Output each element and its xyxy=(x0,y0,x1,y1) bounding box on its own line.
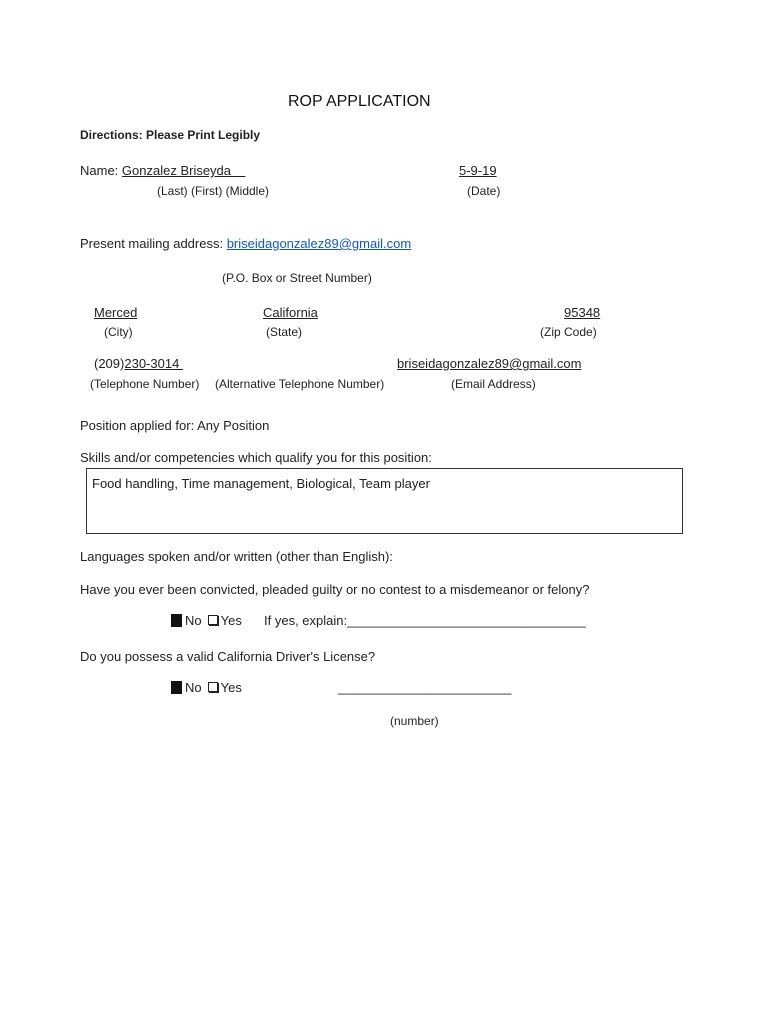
address-caption: (P.O. Box or Street Number) xyxy=(222,271,372,285)
license-question: Do you possess a valid California Driver's License? xyxy=(80,649,376,664)
license-number-caption: (number) xyxy=(390,714,439,728)
conviction-options xyxy=(171,613,242,628)
name-caption: (Last) (First) (Middle) xyxy=(157,184,270,198)
skills-label: Skills and/or competencies which qualify you for this position: xyxy=(80,450,432,465)
date-caption: (Date) xyxy=(467,184,501,198)
date-value[interactable]: 5-9-19 xyxy=(459,163,497,178)
checkbox-yes-unchecked[interactable] xyxy=(208,615,218,625)
address-label: Present mailing address: xyxy=(80,236,227,251)
conviction-question: Have you ever been convicted, pleaded guilty or no contest to a misdemeanor or felony? xyxy=(80,582,590,597)
license-options xyxy=(171,680,242,695)
state-value[interactable]: California xyxy=(263,305,318,320)
phone-value[interactable] xyxy=(94,356,183,371)
email-value[interactable]: briseidagonzalez89@gmail.com xyxy=(397,356,582,371)
phone-prefix: (209) xyxy=(94,356,125,371)
zip-value[interactable]: 95348 xyxy=(564,305,601,320)
document-title: ROP APPLICATION xyxy=(288,93,431,110)
state-caption: (State) xyxy=(266,325,303,339)
city-caption: (City) xyxy=(104,325,133,339)
name-label: Name: xyxy=(80,163,122,178)
license-no-label: No xyxy=(185,680,202,695)
skills-value: Food handling, Time management, Biological, Team player xyxy=(92,476,430,491)
conviction-explain[interactable]: If yes, explain:_________________________________ xyxy=(264,613,586,628)
phone-caption: (Telephone Number) xyxy=(90,377,200,391)
directions-text: Directions: Please Print Legibly xyxy=(80,128,261,142)
conviction-yes-label: Yes xyxy=(220,613,242,628)
phone-number: 230-3014 xyxy=(124,356,183,371)
license-yes-label: Yes xyxy=(220,680,242,695)
license-number-line[interactable]: ________________________ xyxy=(338,680,512,695)
checkbox-no-checked[interactable] xyxy=(171,614,182,627)
email-caption: (Email Address) xyxy=(451,377,536,391)
zip-caption: (Zip Code) xyxy=(540,325,597,339)
languages-label: Languages spoken and/or written (other than English): xyxy=(80,549,393,564)
name-value[interactable]: Gonzalez Briseyda xyxy=(121,163,246,178)
name-row xyxy=(80,163,245,178)
position-text: Position applied for: Any Position xyxy=(80,418,270,433)
checkbox-no-checked[interactable] xyxy=(171,681,182,694)
alt-phone-caption: (Alternative Telephone Number) xyxy=(215,377,385,391)
address-value-link[interactable]: briseidagonzalez89@gmail.com xyxy=(226,236,412,251)
conviction-no-label: No xyxy=(185,613,202,628)
city-value[interactable]: Merced xyxy=(94,305,138,320)
checkbox-yes-unchecked[interactable] xyxy=(208,682,218,692)
address-row xyxy=(80,236,411,251)
skills-box[interactable] xyxy=(86,468,683,534)
